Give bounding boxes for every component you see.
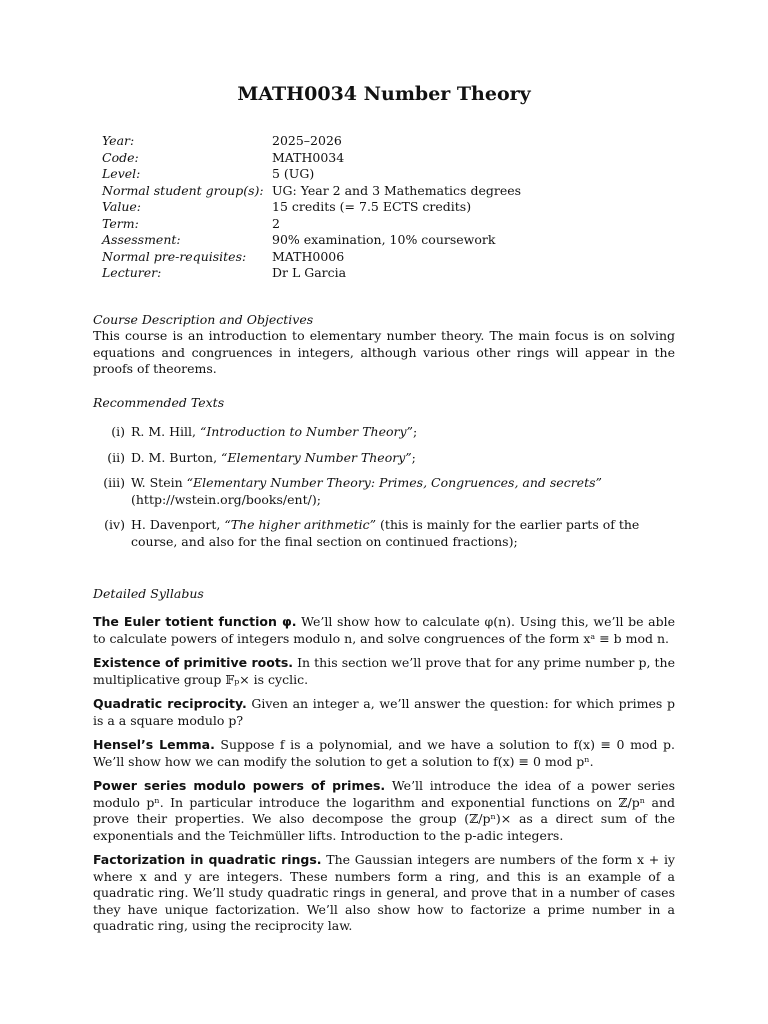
syllabus-topic: [93, 696, 675, 729]
meta-row: [102, 166, 521, 183]
syllabus-topic: [93, 852, 675, 935]
list-item-number: (ii): [107, 449, 125, 465]
list-item-text: [131, 475, 675, 508]
meta-key: Assessment:: [102, 232, 181, 247]
topic-title: Existence of primitive roots.: [93, 655, 294, 670]
meta-row: [102, 216, 521, 233]
list-item: [93, 517, 675, 550]
meta-value: 5 (UG): [272, 166, 315, 181]
list-item-number: (i): [111, 424, 125, 439]
meta-key: Normal student group(s):: [102, 182, 264, 198]
recommended-texts-heading: Recommended Texts: [93, 395, 225, 410]
book-author: D. M. Burton,: [131, 449, 222, 465]
topic-text: In this section we’ll prove that for any prime number p, the multiplicative group 𝔽ₚ× is cyclic.: [93, 655, 675, 687]
book-title: “Introduction to Number Theory”: [199, 424, 413, 439]
meta-row: [102, 133, 521, 150]
syllabus-topic: [93, 655, 675, 688]
topic-title: The Euler totient function φ.: [93, 614, 297, 629]
meta-value: 2: [272, 215, 280, 231]
meta-key: Lecturer:: [102, 265, 162, 280]
syllabus-topic: [93, 614, 675, 647]
meta-row: [102, 249, 521, 266]
course-description-heading: Course Description and Objectives: [93, 312, 314, 327]
meta-key: Level:: [102, 166, 141, 181]
meta-key: Term:: [102, 215, 139, 231]
topic-text: We’ll show how to calculate φ(n). Using this, we’ll be able to calculate powers of integers modulo n, and solve congruences of the form xᵃ ≡ b mod n.: [93, 614, 675, 646]
book-note: ;: [412, 424, 418, 439]
meta-value: 90% examination, 10% coursework: [272, 232, 496, 247]
book-author: W. Stein: [131, 475, 187, 490]
list-item: [93, 475, 675, 508]
detailed-syllabus-list: [93, 614, 675, 943]
topic-text: We’ll introduce the idea of a power series modulo pⁿ. In particular introduce the logarithm and exponential functions on ℤ/pⁿ and prove their properties. We also decompose the group (ℤ/pⁿ)× as a direct sum of the exponentials and the Teichmüller lifts. Introduction to the p-adic integers.: [93, 778, 675, 843]
meta-key: Value:: [102, 199, 141, 214]
book-title: “Elementary Number Theory: Primes, Congruences, and secrets”: [186, 475, 602, 490]
course-description-text: This course is an introduction to elementary number theory. The main focus is on solving equations and congruences in integers, although various other rings will appear in the proofs of theorems.: [93, 328, 675, 376]
recommended-texts-list: [93, 424, 675, 559]
meta-row: [102, 232, 521, 249]
detailed-syllabus-heading: Detailed Syllabus: [93, 586, 204, 601]
book-author: R. M. Hill,: [131, 424, 200, 439]
meta-key: Code:: [102, 149, 139, 165]
book-author: H. Davenport,: [131, 517, 225, 532]
meta-row: [102, 183, 521, 200]
topic-title: Factorization in quadratic rings.: [93, 852, 322, 867]
page-title: MATH0034 Number Theory: [237, 83, 531, 105]
book-title: “The higher arithmetic”: [224, 517, 377, 532]
meta-row: [102, 150, 521, 167]
meta-value: Dr L Garcia: [272, 265, 347, 280]
meta-row: [102, 199, 521, 216]
meta-value: 2025–2026: [272, 133, 342, 148]
book-note: (http://wstein.org/books/ent/);: [131, 491, 321, 507]
list-item-number: (iv): [104, 517, 125, 532]
meta-key: Year:: [102, 133, 135, 148]
meta-row: [102, 265, 521, 282]
topic-text: The Gaussian integers are numbers of the form x + iy where x and y are integers. These numbers form a ring, and this is an example of a quadratic ring. We’ll study quadratic rings in general, and prove that in a number of cases they have unique factorization. We’ll also show how to factorize a prime number in a quadratic ring, using the reciprocity law.: [93, 852, 675, 933]
list-item: [93, 450, 675, 467]
book-note: (this is mainly for the earlier parts of the course, and also for the final section on continued fractions);: [131, 517, 640, 549]
list-item: [93, 424, 675, 441]
list-item-text: [131, 517, 675, 550]
meta-key: Normal pre-requisites:: [102, 248, 247, 264]
topic-title: Hensel’s Lemma.: [93, 737, 215, 752]
course-metadata: [102, 133, 521, 282]
meta-value: 15 credits (= 7.5 ECTS credits): [272, 199, 472, 214]
topic-title: Power series modulo powers of primes.: [93, 778, 386, 793]
list-item-text: [131, 424, 675, 441]
list-item-number: (iii): [103, 475, 125, 490]
topic-title: Quadratic reciprocity.: [93, 696, 247, 711]
topic-text: Given an integer a, we’ll answer the question: for which primes p is a a square modulo p?: [93, 696, 675, 728]
list-item-text: [131, 450, 675, 467]
book-note: ;: [411, 449, 416, 465]
syllabus-topic: [93, 778, 675, 844]
book-title: “Elementary Number Theory”: [221, 449, 412, 465]
meta-value: MATH0006: [272, 248, 345, 264]
topic-text: Suppose f is a polynomial, and we have a solution to f(x) ≡ 0 mod p. We’ll show how we can modify the solution to get a solution to f(x) ≡ 0 mod pⁿ.: [93, 737, 675, 769]
meta-value: MATH0034: [272, 149, 345, 165]
meta-value: UG: Year 2 and 3 Mathematics degrees: [272, 182, 522, 198]
syllabus-topic: [93, 737, 675, 770]
